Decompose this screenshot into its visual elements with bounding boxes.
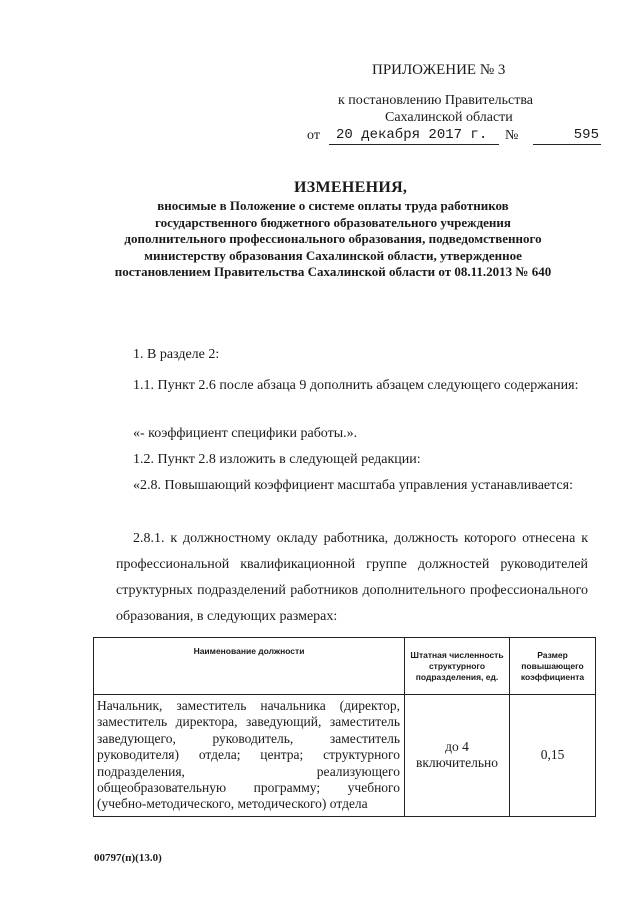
header-coefficient: Размер повышающего коэффициента	[510, 638, 596, 695]
table-row	[94, 695, 596, 817]
cell-position: Начальник, заместитель начальника (директор, заместитель директора, заведующий, заместитель заведующего, руководитель, заместитель руководителя) отдела; центра; структурного подразделения, реализующего общеобразовательную программу; учебного (учебно-методического, методического) отдела	[94, 695, 405, 817]
coefficient-table	[93, 637, 596, 817]
appendix-number: ПРИЛОЖЕНИЕ № 3	[372, 62, 506, 78]
paragraph-1-1: 1.1. Пункт 2.6 после абзаца 9 дополнить абзацем следующего содержания:	[133, 378, 579, 393]
date-prefix: от	[307, 128, 320, 143]
header-position-name: Наименование должности	[94, 638, 405, 695]
number-prefix: №	[505, 128, 519, 143]
decree-date-line	[305, 127, 605, 149]
table-header-row	[94, 638, 596, 695]
cell-coefficient: 0,15	[510, 695, 596, 817]
document-subtitle: вносимые в Положение о системе оплаты труда работников государственного бюджетного образовательного учреждения дополнительного профессионального образования, подведомственного министерству образования Сахалинской области, утвержденное постановлением Правительства Сахалинской области от 08.11.2013 № 640	[114, 198, 552, 280]
header-staff-count: Штатная численность структурного подразделения, ед.	[405, 638, 510, 695]
section-heading: 1. В разделе 2:	[133, 347, 220, 362]
decree-number-field: 595	[533, 127, 601, 145]
cell-staff-count: до 4 включительно	[405, 695, 510, 817]
decree-date-field: 20 декабря 2017 г.	[329, 127, 499, 145]
document-code: 00797(п)(13.0)	[94, 852, 162, 864]
document-title: ИЗМЕНЕНИЯ,	[294, 179, 408, 196]
paragraph-2-8-1: 2.8.1. к должностному окладу работника, должность которого отнесена к профессиональной квалификационной группе должностей руководителей структурных подразделений работников дополнительного профессионального образования, в следующих размерах:	[116, 531, 588, 624]
quoted-item: «- коэффициент специфики работы.».	[133, 426, 358, 441]
decree-reference: к постановлению Правительства	[338, 93, 534, 108]
paragraph-2-8: «2.8. Повышающий коэффициент масштаба управления устанавливается:	[133, 478, 573, 493]
paragraph-1-2: 1.2. Пункт 2.8 изложить в следующей редакции:	[133, 452, 421, 467]
region-name: Сахалинской области	[385, 110, 513, 125]
